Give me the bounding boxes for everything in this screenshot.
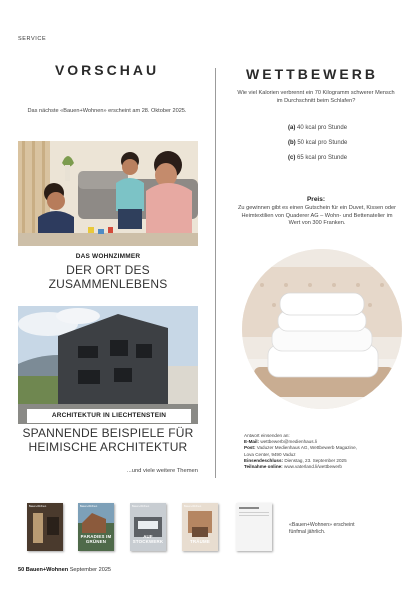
living-room-photo [18,141,198,246]
article2-kicker: ARCHITEKTUR IN LIECHTENSTEIN [51,412,167,419]
page-footer: 50 Bauen+Wohnen September 2025 [18,567,112,573]
article1-kicker: DAS WOHNZIMMER [75,253,141,260]
online-link[interactable]: www.vaterland.li/wettbewerb [284,464,342,470]
magazine-cover-3: Bauen+Wohnen AUF STOCKWERK [130,503,166,551]
contact-info: Antwort einsenden an: E-Mail: wettbewerb@medienhaus.li Post: Vaduzer Medienhaus AG, Wettbewerb Magazine, Lova Center, 9490 Vaduz Einsendeschluss: Dienstag, 23. September 2025 Teilnahme online: www.vaterland.li/wettbewerb [244,433,357,470]
column-divider [215,68,216,478]
preview-heading: VORSCHAU [54,62,160,78]
prize-label: Preis: [306,196,326,203]
magazine-cover-1: Bauen+Wohnen [27,503,63,551]
pillow-photo [242,249,402,409]
option-a: (a) 40 kcal pro Stunde [288,125,348,131]
architecture-photo [18,306,198,424]
answer-options [288,121,347,166]
section-label: SERVICE [18,36,47,42]
more-topics: ...und viele weitere Themen [126,468,198,474]
article2-title: SPANNENDE BEISPIELE FÜR HEIMISCHE ARCHITEKTUR [22,426,194,454]
option-c: (c) 65 kcal pro Stunde [288,155,348,161]
magazine-note: «Bauen+Wohnen» erscheint fünfmal jährlich. [289,522,355,535]
email-link[interactable]: wettbewerb@medienhaus.li [260,439,317,445]
contest-question: Wie viel Kalorien verbrennt ein 70 Kilogramm schwerer Mensch im Durchschnitt beim Schlafen? [237,90,395,104]
prize-text: Zu gewinnen gibt es einen Gutschein für ein Duvet, Kissen oder Heimtextilien von Quaderer AG – Wohn- und Bettenatelier im Wert von 300 Franken. [238,205,396,226]
magazine-cover-4: Bauen+Wohnen TRÄUME [182,503,218,551]
contest-heading: WETTBEWERB [246,66,378,82]
article1-title: DER ORT DES ZUSAMMENLEBENS [48,263,168,291]
option-b: (b) 50 kcal pro Stunde [288,140,348,146]
next-issue-text: Das nächste «Bauen+Wohnen» erscheint am 28. Oktober 2025. [27,108,187,114]
magazine-cover-5 [236,503,272,551]
magazine-cover-2: Bauen+Wohnen PARADIES IM GRÜNEN [78,503,114,551]
